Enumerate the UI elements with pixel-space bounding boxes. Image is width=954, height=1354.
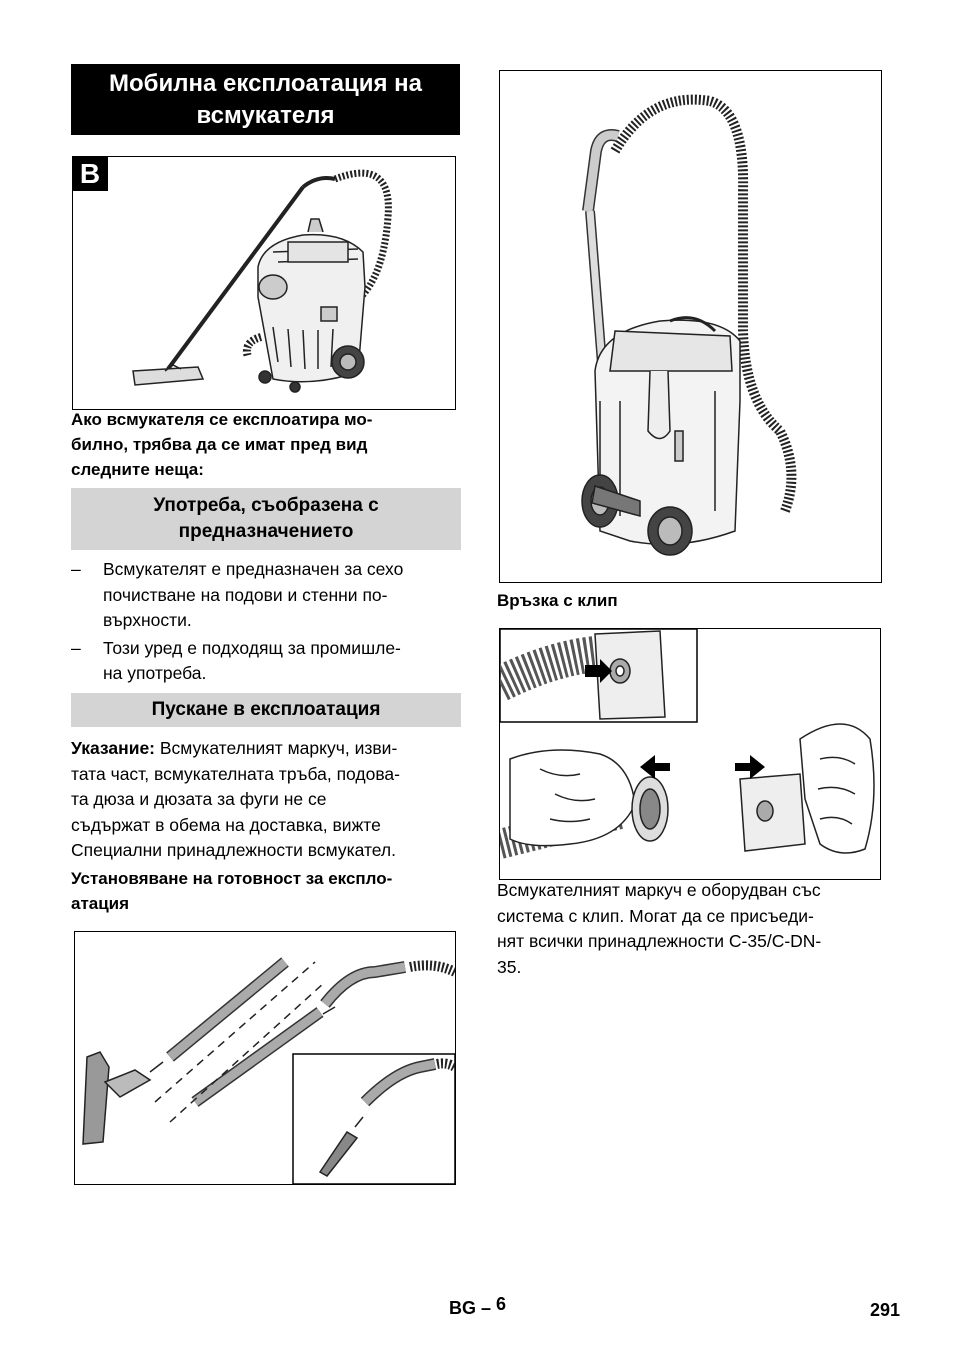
footer-lang: BG bbox=[449, 1298, 476, 1318]
footer-sep: – bbox=[481, 1298, 492, 1318]
figure-clip-connection bbox=[499, 628, 881, 880]
section1-heading-line-1: Употреба, съобразена с bbox=[153, 495, 379, 516]
item1-line-2: почистване на подови и стенни по- bbox=[103, 584, 388, 605]
note-line-5: Специални принадлежности всмукател. bbox=[71, 840, 396, 860]
item2-line-2: на употреба. bbox=[103, 663, 207, 683]
clip-line-2: система с клип. Могат да се присъеди- bbox=[497, 905, 814, 926]
note-line-4: съдържат в обема на доставка, вижте bbox=[71, 814, 381, 835]
item1-line-1: Всмукателят е предназначен за сехо bbox=[103, 559, 404, 579]
intro-line-3: следните неща: bbox=[71, 460, 204, 479]
list-dash: – bbox=[71, 559, 81, 579]
clip-heading: Връзка с клип bbox=[497, 591, 618, 610]
section-heading-intended-use bbox=[71, 488, 461, 550]
clip-line-3: нят всички принадлежности C-35/C-DN- bbox=[497, 931, 822, 951]
note-line-1: Всмукателният маркуч, изви- bbox=[155, 738, 398, 758]
page-title bbox=[71, 64, 460, 135]
list-item bbox=[71, 636, 463, 687]
note-line-3: та дюза и дюзата за фуги не се bbox=[71, 789, 327, 809]
footer-lang-page bbox=[449, 1294, 507, 1319]
clip-line-1: Всмукателният маркуч е оборудван със bbox=[497, 880, 821, 900]
clip-connection-illustration bbox=[500, 629, 880, 879]
page-title-text: Мобилна експлоатация на всмукателя bbox=[109, 69, 422, 129]
intro-paragraph bbox=[71, 407, 461, 482]
page-number: 291 bbox=[870, 1300, 901, 1320]
intended-use-list bbox=[71, 557, 463, 687]
arrow-left-icon bbox=[640, 755, 670, 779]
clip-paragraph bbox=[497, 878, 889, 980]
intro-line-1: Ако всмукателя се експлоатира мо- bbox=[71, 410, 373, 429]
figure-assembly bbox=[74, 931, 456, 1185]
list-item bbox=[71, 557, 463, 634]
clip-line-4: 35. bbox=[497, 956, 522, 977]
vacuum-mobile-illustration bbox=[73, 157, 455, 409]
vacuum-standing-illustration bbox=[500, 71, 881, 582]
figure-vacuum-standing bbox=[499, 70, 882, 583]
section2-heading-text: Пускане в експлоатация bbox=[151, 699, 381, 720]
assembly-illustration bbox=[75, 932, 455, 1184]
arrow-right-icon bbox=[735, 755, 765, 779]
note-line-2: тата част, всмукателната тръба, подова- bbox=[71, 763, 400, 784]
intro-line-2: билно, трябва да се имат пред вид bbox=[71, 435, 368, 454]
subheading-line-2: атация bbox=[71, 894, 130, 913]
item1-line-3: върхности. bbox=[103, 610, 192, 630]
figure-badge: B bbox=[72, 157, 108, 191]
section-heading-start-up bbox=[71, 693, 461, 727]
subheading-line-1: Установяване на готовност за експло- bbox=[71, 869, 393, 888]
item2-line-1: Този уред е подходящ за промишле- bbox=[103, 637, 401, 658]
note-paragraph bbox=[71, 736, 463, 864]
figure-vacuum-mobile bbox=[72, 156, 456, 410]
subheading-setup bbox=[71, 866, 463, 916]
footer-local-page: 6 bbox=[496, 1294, 507, 1314]
note-label: Указание: bbox=[71, 738, 156, 758]
list-dash: – bbox=[71, 637, 81, 658]
section1-heading-line-2: предназначението bbox=[178, 521, 354, 542]
